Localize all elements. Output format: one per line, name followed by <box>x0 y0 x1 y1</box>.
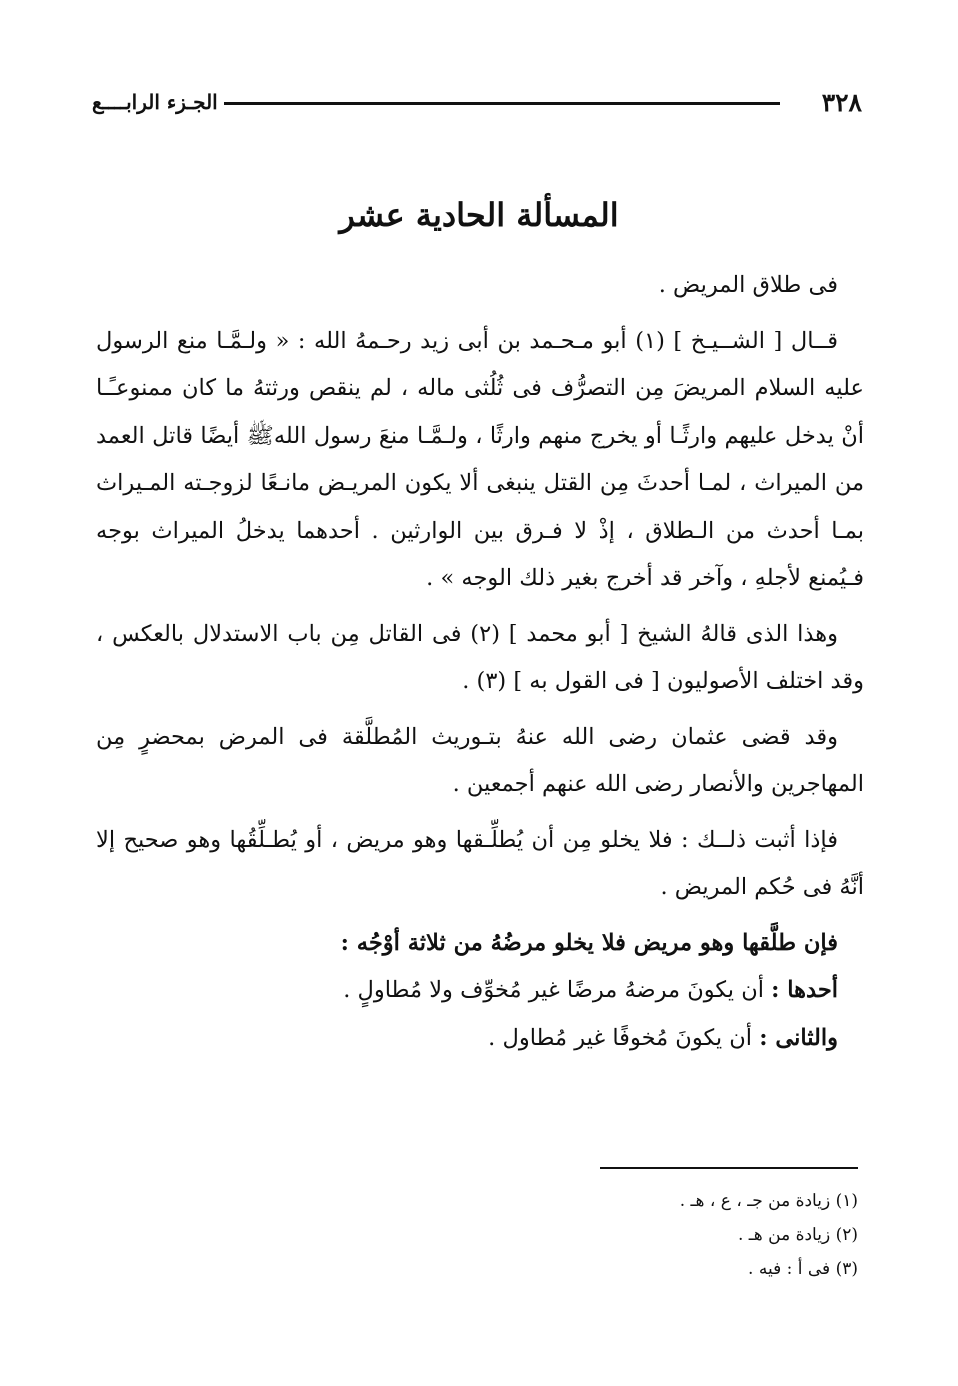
part-title: الجـزء الرابــــع <box>92 90 218 114</box>
footnotes <box>358 1184 858 1286</box>
header-rule <box>224 102 780 105</box>
case-lead: والثانى : <box>759 1024 838 1051</box>
case-text: أن يكونَ مرضهُ مرضًا غير مُخوِّف ولا مُطاولٍ . <box>343 977 772 1003</box>
paragraph: قــال [ الشــيـخ ] (١) أبو مـحـمد بن أبى زيد رحـمهُ الله : « ولـمَّـا منع الرسول عليه السلام المريضَ مِن التصرُّف فى ثُلُثى ماله ، لم ينقص ورثتهُ ما كان ممنوعـًـا أنْ يدخل عليهم وارثًـا أو يخرج منهم وارثًا ، ولـمَّـا منعَ رسول اللهﷺ أيضًا قاتل العمد من الميراث ، لمـا أحدثَ مِن القتل ينبغى ألا يكون المريـض مانـعًا لزوجـته المـيراث بمـا أحدث من الـطلاق ، إذْ لا فـرق بين الوارثين . أحدهما يدخلُ الميراث بوجه فـيُمنع لأجلهِ ، وآخر قد أخرج بغير ذلك الوجه » . <box>96 327 864 591</box>
footnote-rule <box>600 1167 858 1169</box>
footnote: (١) زيادة من جـ ، ع ، هـ . <box>679 1191 858 1211</box>
footnote: (٣) فى أ : فيه . <box>748 1259 858 1279</box>
case-item <box>96 1015 864 1063</box>
chapter-title: المسألة الحادية عشر <box>339 196 619 234</box>
paragraph: وهذا الذى قالهُ الشيخ [ أبو محمد ] (٢) فى القاتل مِن باب الاستدلال بالعكس ، وقد اختلف الأصوليون [ فى القول به ] (٣) . <box>96 620 864 694</box>
case-lead: أحدها : <box>771 977 838 1003</box>
body-text <box>96 262 864 1062</box>
chapter-subtitle: فى طلاق المريض . <box>658 272 838 298</box>
paragraph: وقد قضى عثمان رضى الله عنهُ بتـوريث المُطلَّقة فى المرض بمحضرٍ مِن المهاجرين والأنصار رضى الله عنهم أجمعين . <box>96 723 864 797</box>
section-heading: فإن طلَّقها وهو مريض فلا يخلو مرضُهُ من ثلاثة أوْجُه : <box>340 929 838 956</box>
running-header <box>92 88 862 122</box>
case-text: أن يكونَ مُخوفًا غير مُطاول . <box>488 1024 760 1051</box>
paragraph: فإذا أثبت ذلــك : فلا يخلو مِن أن يُطلِّـقها وهو مريض ، أو يُطـلِّقُها وهو صحيح إلا أنَّهُ فى حُكم المريض . <box>96 826 864 900</box>
footnote: (٢) زيادة من هـ . <box>737 1225 858 1245</box>
case-item <box>96 967 864 1015</box>
page-number: ٣٢٨ <box>821 88 862 117</box>
